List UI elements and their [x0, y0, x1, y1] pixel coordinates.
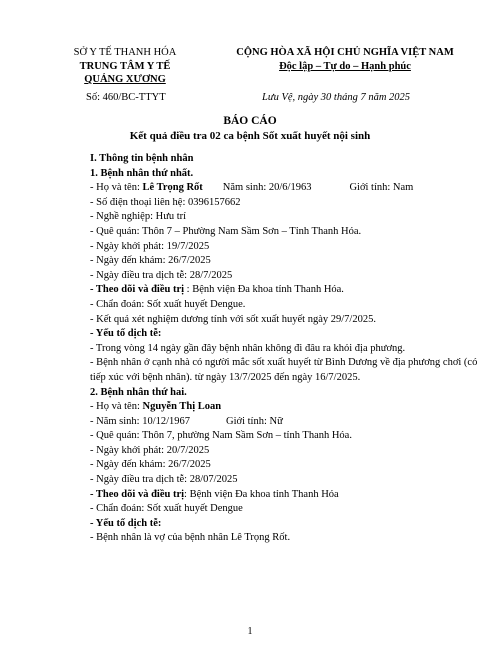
patient1-epi2-text: - Bệnh nhân ở cạnh nhà có người mắc sốt xuất huyết từ Bình Dương về địa phương chơi (có tiếp xúc với bệnh nhân). từ ngày 13/7/2025 đến ngày 16/7/2025. — [90, 357, 478, 383]
treatment-label: - Theo dõi và điều trị — [90, 488, 185, 500]
issuer-block — [50, 46, 200, 87]
patient2-treatment — [90, 488, 490, 503]
patient2-investigation: - Ngày điều tra dịch tễ: 28/07/2025 — [90, 474, 238, 486]
patient2-onset: - Ngày khởi phát: 20/7/2025 — [90, 444, 210, 456]
patient1-test: - Kết quả xét nghiệm dương tính với sốt xuất huyết ngày 29/7/2025. — [90, 313, 376, 325]
patient1-gender: Giới tính: Nam — [349, 182, 414, 194]
patient1-epi1: - Trong vòng 14 ngày gần đây bệnh nhân không đi đâu ra khỏi địa phương. — [90, 342, 406, 354]
report-body — [90, 152, 490, 546]
patient2-epi1: - Bệnh nhân là vợ của bệnh nhân Lê Trọng Rốt. — [90, 532, 291, 544]
patient2-visit: - Ngày đến khám: 26/7/2025 — [90, 459, 211, 471]
issuer-district: QUẢNG XƯƠNG — [84, 74, 166, 85]
country-name: CỘNG HÒA XÃ HỘI CHỦ NGHĨA VIỆT NAM — [236, 47, 454, 58]
document-number: Số: 460/BC-TTYT — [86, 92, 166, 103]
report-title: BÁO CÁO — [223, 115, 277, 127]
patient2-gender: Giới tính: Nữ — [226, 415, 283, 427]
patient1-investigation: - Ngày điều tra dịch tễ: 28/7/2025 — [90, 269, 233, 281]
section-heading: I. Thông tin bệnh nhân — [90, 153, 194, 164]
patient2-identity — [90, 400, 490, 415]
patient1-epi2 — [28, 356, 490, 385]
patient1-treatment-value: : Bệnh viện Đa khoa tỉnh Thanh Hóa. — [184, 284, 344, 296]
patient1-visit: - Ngày đến khám: 26/7/2025 — [90, 255, 211, 267]
patient1-diagnosis: - Chẩn đoán: Sốt xuất huyết Dengue. — [90, 298, 246, 310]
patient2-diagnosis: - Chẩn đoán: Sốt xuất huyết Dengue — [90, 503, 243, 515]
patient1-identity — [90, 181, 490, 196]
document-date: Lưu Vệ, ngày 30 tháng 7 năm 2025 — [262, 92, 411, 103]
patient1-phone: - Số điện thoại liên hệ: 0396157662 — [90, 196, 241, 208]
patient1-heading: 1. Bệnh nhân thứ nhất. — [90, 167, 194, 179]
patient1-job: - Nghề nghiệp: Hưu trí — [90, 211, 187, 223]
name-label: - Họ và tên: — [90, 401, 143, 413]
issuer-center: TRUNG TÂM Y TẾ — [79, 60, 171, 72]
patient2-epi-label: - Yếu tố dịch tễ: — [90, 517, 162, 529]
patient2-hometown: - Quê quán: Thôn 7, phường Nam Sầm Sơn – tỉnh Thanh Hóa. — [90, 430, 352, 442]
patient2-birth-gender — [90, 415, 490, 430]
patient1-hometown: - Quê quán: Thôn 7 – Phường Nam Sầm Sơn – Tỉnh Thanh Hóa. — [90, 225, 362, 237]
treatment-label: - Theo dõi và điều trị — [90, 284, 185, 296]
national-motto-block — [210, 46, 480, 73]
patient2-birth: - Năm sinh: 10/12/1967 — [90, 415, 191, 427]
patient1-treatment — [90, 283, 490, 298]
patient2-name: Nguyễn Thị Loan — [142, 401, 222, 413]
patient2-heading: 2. Bệnh nhân thứ hai. — [90, 386, 187, 398]
name-label: - Họ và tên: — [90, 182, 143, 194]
patient1-birth: Năm sinh: 20/6/1963 — [222, 182, 312, 194]
motto: Độc lập – Tự do – Hạnh phúc — [279, 60, 411, 72]
page-number: 1 — [247, 626, 253, 637]
issuer-department: SỞ Y TẾ THANH HÓA — [73, 47, 177, 58]
report-subtitle: Kết quả điều tra 02 ca bệnh Sốt xuất huyết nội sinh — [129, 130, 371, 142]
patient2-treatment-value: : Bệnh viện Đa khoa tỉnh Thanh Hóa — [184, 488, 339, 500]
patient1-name: Lê Trọng Rốt — [142, 182, 203, 194]
patient1-epi-label: - Yếu tố dịch tễ: — [90, 328, 162, 340]
patient1-onset: - Ngày khởi phát: 19/7/2025 — [90, 240, 210, 252]
